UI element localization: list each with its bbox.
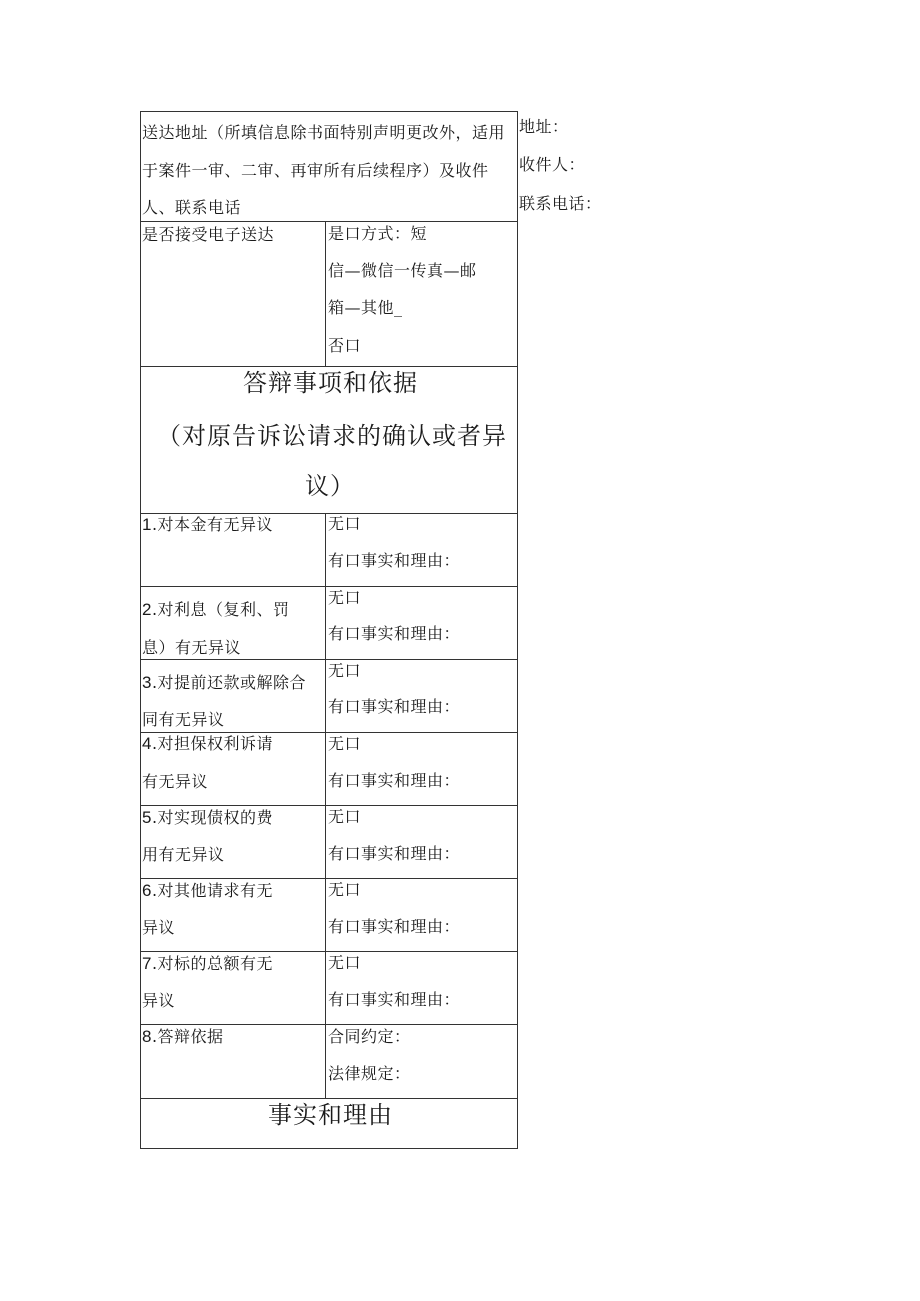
item-row-divider (325, 1024, 326, 1099)
item-row-divider (325, 951, 326, 1025)
item-option-has-reason: 有口事实和理由： (328, 551, 461, 570)
item-number: 6 (142, 881, 152, 900)
item-option-has-reason: 有口事实和理由： (328, 990, 461, 1009)
item-label-line-1: 7.对标的总额有无 (142, 954, 274, 973)
item-number: 8 (142, 1027, 152, 1046)
item-row-divider (325, 659, 326, 733)
item-row-divider (325, 586, 326, 660)
item-label-line-2: 同有无异议 (142, 710, 225, 729)
item-number: 5 (142, 808, 152, 827)
item-row-divider (325, 513, 326, 587)
item-option-none: 无口 (328, 880, 362, 899)
item-option-has-reason: 有口事实和理由： (328, 624, 461, 643)
item-number: 2 (142, 600, 152, 619)
item-label-line-2: 异议 (142, 991, 176, 1010)
item-option-none: 无口 (328, 514, 362, 533)
item-number: 7 (142, 954, 152, 973)
phone-field-label: 联系电话： (519, 194, 602, 213)
item-label-line-1: 8.答辩依据 (142, 1027, 224, 1046)
item-option-none: 无口 (328, 953, 362, 972)
address-label-line-2: 于案件一审、二审、再审所有后续程序）及收件 (142, 161, 489, 180)
address-field-label: 地址： (519, 117, 569, 136)
recipient-field-label: 收件人： (519, 155, 586, 174)
item-label-line-1: 3.对提前还款或解除合 (142, 673, 307, 692)
electronic-option-line-4: 否口 (328, 336, 362, 355)
item-label-line-2: 有无异议 (142, 772, 209, 791)
item-number: 4 (142, 734, 152, 753)
defense-header-line-3: 议） (305, 472, 355, 500)
item-label-line-1: 5.对实现债权的费 (142, 808, 274, 827)
defense-header-line-1: 答辩事项和依据 (243, 369, 418, 397)
item-option-has-reason: 有口事实和理由： (328, 771, 461, 790)
item-label-line-1: 2.对利息（复利、罚 (142, 600, 290, 619)
item-option-none: 无口 (328, 807, 362, 826)
item-number: 3 (142, 673, 152, 692)
item-option-none: 无口 (328, 661, 362, 680)
item-row-divider (325, 878, 326, 952)
item-option-has-reason: 有口事实和理由： (328, 917, 461, 936)
item-option-has-reason: 有口事实和理由： (328, 844, 461, 863)
item-label-line-2: 息）有无异议 (142, 638, 242, 657)
defense-header-line-2: （对原告诉讼请求的确认或者异 (157, 422, 507, 450)
item-label-line-2: 用有无异议 (142, 845, 225, 864)
address-label-line-1: 送达地址（所填信息除书面特别声明更改外，适用 (142, 123, 506, 142)
electronic-option-line-2: 信—微信一传真—邮 (328, 261, 477, 280)
item-number: 1 (142, 515, 152, 534)
item-row-divider (325, 732, 326, 806)
item-label-line-1: 4.对担保权利诉请 (142, 734, 274, 753)
electronic-service-divider (325, 221, 326, 367)
item-row-divider (325, 805, 326, 879)
legal-provision-label: 法律规定： (328, 1064, 411, 1083)
address-label-line-3: 人、联系电话 (142, 198, 242, 217)
item-option-none: 无口 (328, 734, 362, 753)
item-label-line-2: 异议 (142, 918, 176, 937)
item-option-none: 无口 (328, 588, 362, 607)
electronic-service-label: 是否接受电子送达 (142, 225, 275, 244)
facts-header: 事实和理由 (268, 1101, 393, 1129)
contract-agreement-label: 合同约定： (328, 1027, 411, 1046)
item-option-has-reason: 有口事实和理由： (328, 697, 461, 716)
electronic-option-line-3: 箱—其他_ (328, 298, 403, 317)
item-label-line-1: 6.对其他请求有无 (142, 881, 274, 900)
electronic-option-line-1: 是口方式：短 (328, 224, 428, 243)
item-label-line-1: 1.对本金有无异议 (142, 515, 274, 534)
